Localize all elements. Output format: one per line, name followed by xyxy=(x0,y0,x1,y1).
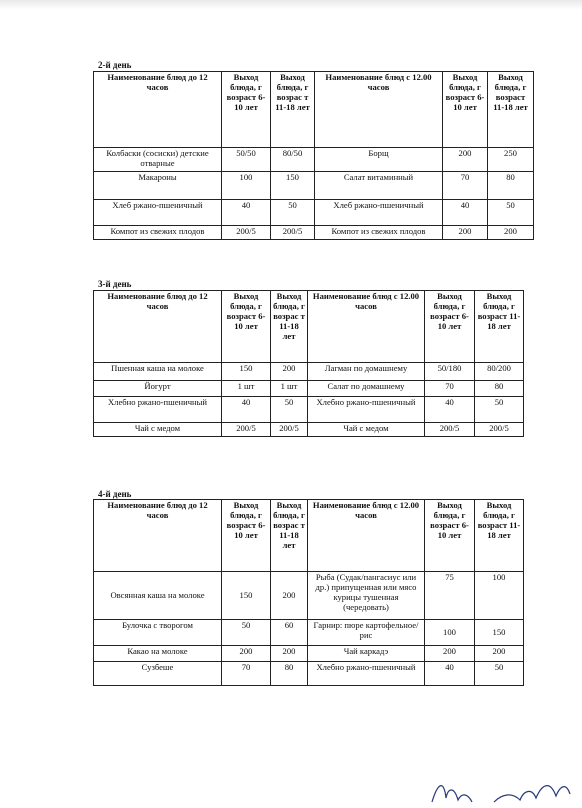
value-cell: 200 xyxy=(475,646,524,662)
dish-cell: Колбаски (сосиски) детские отварные xyxy=(94,148,222,172)
table-row xyxy=(94,381,524,397)
value-cell: 200 xyxy=(271,646,308,662)
value-cell: 50 xyxy=(271,397,308,423)
header-cell: Выход блюда, г возраст 6-10 лет xyxy=(222,72,271,148)
value-cell: 200/5 xyxy=(425,423,475,437)
value-cell: 40 xyxy=(443,200,488,226)
table-row xyxy=(94,572,524,620)
value-cell: 150 xyxy=(222,363,271,381)
value-cell: 200/5 xyxy=(222,226,271,240)
value-cell: 50 xyxy=(475,397,524,423)
dish-cell: Чай с медом xyxy=(308,423,425,437)
day-title: 4-й день xyxy=(98,489,132,499)
value-cell: 80 xyxy=(488,172,534,200)
dish-cell: Какао на молоке xyxy=(94,646,222,662)
header-cell: Выход блюда, г возраст 11-18 лет xyxy=(488,72,534,148)
header-cell: Выход блюда, г возраст 11-18 лет xyxy=(475,291,524,363)
header-cell: Наименование блюд до 12 часов xyxy=(94,291,222,363)
value-cell: 80 xyxy=(271,662,308,686)
value-cell: 150 xyxy=(475,620,524,646)
dish-cell: Чай каркадэ xyxy=(308,646,425,662)
menu-table-day-3 xyxy=(93,290,524,437)
value-cell: 70 xyxy=(443,172,488,200)
table-row xyxy=(94,646,524,662)
header-cell: Наименование блюд до 12 часов xyxy=(94,500,222,572)
value-cell: 60 xyxy=(271,620,308,646)
dish-cell: Борщ xyxy=(315,148,443,172)
value-cell: 70 xyxy=(425,381,475,397)
header-cell: Выход блюда, г возраст 6-10 лет xyxy=(222,500,271,572)
value-cell: 200 xyxy=(271,572,308,620)
value-cell: 200/5 xyxy=(222,423,271,437)
header-cell: Выход блюда, г возраст 11-18 лет xyxy=(475,500,524,572)
value-cell: 100 xyxy=(475,572,524,620)
value-cell: 50 xyxy=(222,620,271,646)
value-cell: 1 шт xyxy=(222,381,271,397)
header-cell: Выход блюда, г возраст 6-10 лет xyxy=(425,500,475,572)
dish-cell: Лагман по домашнему xyxy=(308,363,425,381)
table-row xyxy=(94,397,524,423)
dish-cell: Рыба (Судак/пангасиус или др.) припущенная или мясо курицы тушенная (чередовать) xyxy=(308,572,425,620)
header-cell: Наименование блюд до 12 часов xyxy=(94,72,222,148)
dish-cell: Чай с медом xyxy=(94,423,222,437)
value-cell: 80/200 xyxy=(475,363,524,381)
header-cell: Выход блюда, г возрас т 11-18 лет xyxy=(271,500,308,572)
header-cell: Выход блюда, г возраст 6-10 лет xyxy=(222,291,271,363)
menu-table-day-4 xyxy=(93,499,524,686)
header-cell: Выход блюда, г возраст 6-10 лет xyxy=(425,291,475,363)
dish-cell: Хлебно ржано-пшеничный xyxy=(94,397,222,423)
dish-cell: Хлеб ржано-пшеничный xyxy=(315,200,443,226)
header-cell: Наименование блюд с 12.00 часов xyxy=(308,291,425,363)
dish-cell: Овсянная каша на молоке xyxy=(94,572,222,620)
handwritten-signature xyxy=(424,772,574,806)
dish-cell: Хлебно ржано-пшеничный xyxy=(308,662,425,686)
table-row xyxy=(94,172,534,200)
value-cell: 150 xyxy=(271,172,315,200)
value-cell: 50/50 xyxy=(222,148,271,172)
value-cell: 40 xyxy=(222,397,271,423)
value-cell: 200 xyxy=(222,646,271,662)
header-cell: Выход блюда, г возрас т 11-18 лет xyxy=(271,291,308,363)
dish-cell: Йогурт xyxy=(94,381,222,397)
dish-cell: Салат витаминный xyxy=(315,172,443,200)
dish-cell: Гарнир: пюре картофельное/рис xyxy=(308,620,425,646)
value-cell: 200 xyxy=(488,226,534,240)
value-cell: 200/5 xyxy=(271,423,308,437)
value-cell: 40 xyxy=(425,397,475,423)
value-cell: 50 xyxy=(488,200,534,226)
value-cell: 70 xyxy=(222,662,271,686)
header-cell: Выход блюда, г возраст 6-10 лет xyxy=(443,72,488,148)
dish-cell: Пшенная каша на молоке xyxy=(94,363,222,381)
value-cell: 80/50 xyxy=(271,148,315,172)
value-cell: 100 xyxy=(222,172,271,200)
value-cell: 200 xyxy=(443,148,488,172)
table-row xyxy=(94,200,534,226)
table-row xyxy=(94,662,524,686)
value-cell: 40 xyxy=(222,200,271,226)
table-row xyxy=(94,148,534,172)
scan-edge xyxy=(0,0,582,10)
header-cell: Наименование блюд с 12.00 часов xyxy=(308,500,425,572)
value-cell: 75 xyxy=(425,572,475,620)
dish-cell: Компот из свежих плодов xyxy=(94,226,222,240)
value-cell: 50 xyxy=(475,662,524,686)
dish-cell: Хлеб ржано-пшеничный xyxy=(94,200,222,226)
dish-cell: Сузбеше xyxy=(94,662,222,686)
value-cell: 200 xyxy=(271,363,308,381)
value-cell: 200/5 xyxy=(271,226,315,240)
dish-cell: Макароны xyxy=(94,172,222,200)
value-cell: 200 xyxy=(425,646,475,662)
value-cell: 50 xyxy=(271,200,315,226)
value-cell: 150 xyxy=(222,572,271,620)
dish-cell: Хлебно ржано-пшеничный xyxy=(308,397,425,423)
day-title: 3-й день xyxy=(98,279,132,289)
value-cell: 50/180 xyxy=(425,363,475,381)
dish-cell: Салат по домашнему xyxy=(308,381,425,397)
dish-cell: Булочка с творогом xyxy=(94,620,222,646)
table-row xyxy=(94,363,524,381)
menu-table-day-2 xyxy=(93,71,534,240)
value-cell: 200 xyxy=(443,226,488,240)
value-cell: 80 xyxy=(475,381,524,397)
day-title: 2-й день xyxy=(98,60,132,70)
header-cell: Наименование блюд с 12.00 часов xyxy=(315,72,443,148)
value-cell: 40 xyxy=(425,662,475,686)
dish-cell: Компот из свежих плодов xyxy=(315,226,443,240)
value-cell: 250 xyxy=(488,148,534,172)
header-cell: Выход блюда, г возрас т 11-18 лет xyxy=(271,72,315,148)
table-row xyxy=(94,620,524,646)
value-cell: 200/5 xyxy=(475,423,524,437)
value-cell: 1 шт xyxy=(271,381,308,397)
value-cell: 100 xyxy=(425,620,475,646)
table-row xyxy=(94,423,524,437)
table-row xyxy=(94,226,534,240)
